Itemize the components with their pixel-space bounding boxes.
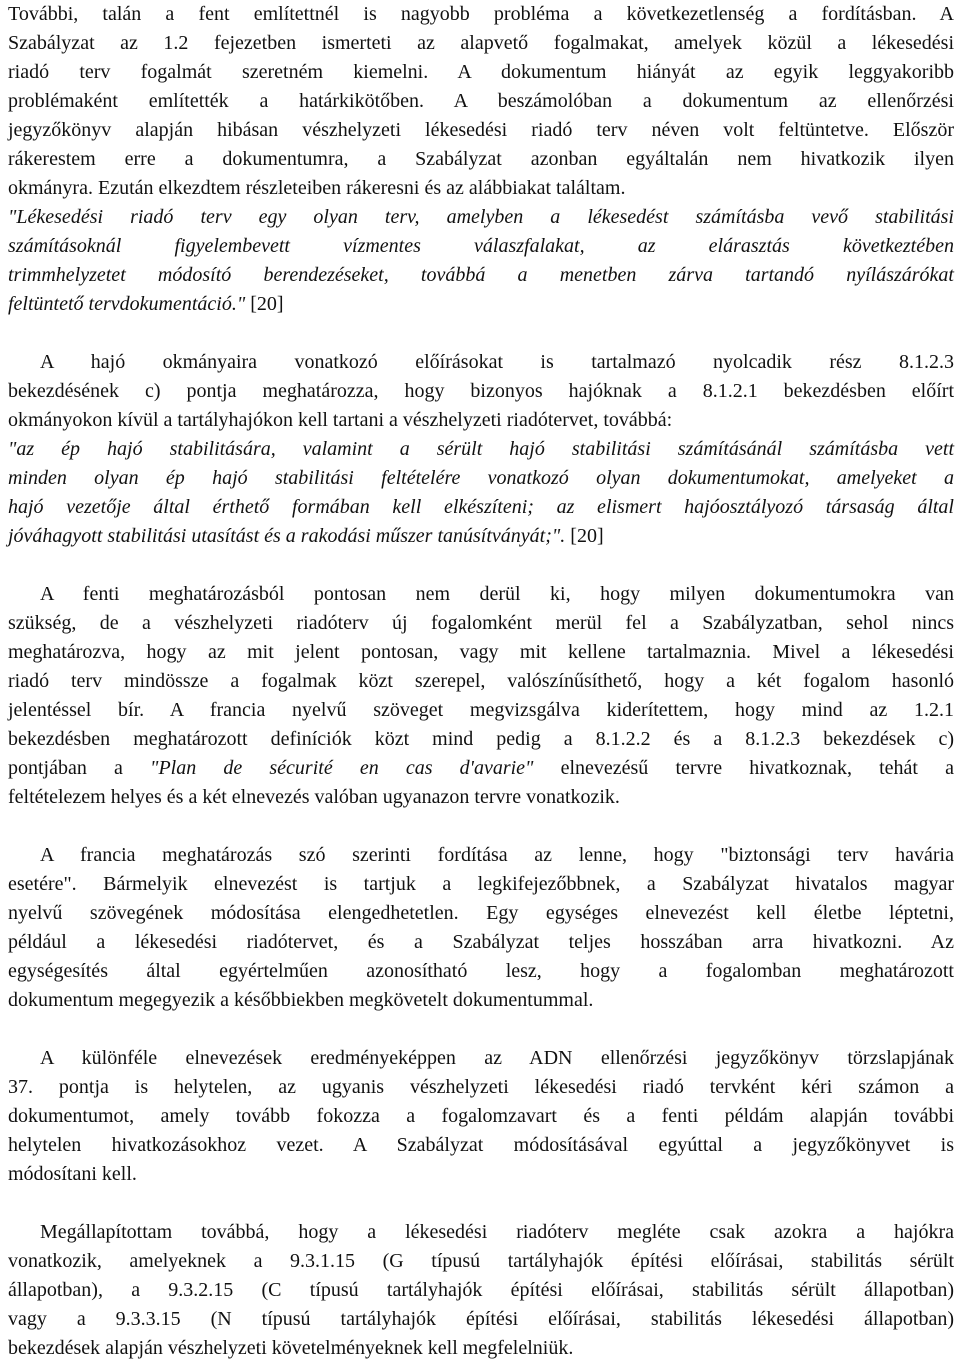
line-text: A hajó okmányaira vonatkozó előírásokat is tartalmazó nyolcadik rész 8.1.2.3	[40, 351, 954, 373]
paragraph-gap	[8, 1189, 954, 1218]
paragraph-5	[8, 1044, 954, 1189]
text-line	[8, 580, 954, 609]
text-line: nyelvű szövegének módosítása elengedhetetlen. Egy egységes elnevezést kell életbe léptetni,	[8, 902, 954, 924]
text-line: problémaként említették a határkikötőben. A beszámolóban a dokumentum az ellenőrzési	[8, 90, 954, 112]
text-line: bekezdések alapján vészhelyzeti követelményeknek kell megfelelniük.	[8, 1337, 574, 1359]
text-line: vagy a 9.3.3.15 (N típusú tartályhajók építési előírásai, stabilitás lékesedési állapotban)	[8, 1308, 954, 1330]
paragraph-6	[8, 1218, 954, 1363]
line-text: A különféle elnevezések eredményeképpen az ADN ellenőrzési jegyzőkönyv törzslapjának	[40, 1047, 954, 1069]
paragraph-gap	[8, 551, 954, 580]
paragraph-3	[8, 580, 954, 812]
text-line	[8, 841, 954, 870]
text-line: például a lékesedési riadótervet, és a Szabályzat teljes hosszában arra hivatkozni. Az	[8, 931, 954, 953]
line-text: elnevezésű tervre hivatkoznak, tehát a	[533, 757, 955, 779]
quote-line: "Lékesedési riadó terv egy olyan terv, amelyben a lékesedést számításba vevő stabilitási	[8, 206, 954, 228]
text-line: jegyzőkönyv alapján hibásan vészhelyzeti lékesedési riadó terv néven volt feltüntetve. Először	[8, 119, 954, 141]
text-line: bekezdésben meghatározott definíciók közt mind pedig a 8.1.2.2 és a 8.1.2.3 bekezdések c)	[8, 728, 954, 750]
text-line: 37. pontja is helytelen, az ugyanis vészhelyzeti lékesedési riadó tervként kéri számon a	[8, 1076, 954, 1098]
text-line: módosítani kell.	[8, 1163, 137, 1185]
quote-line: trimmhelyzetet módosító berendezéseket, továbbá a menetben zárva tartandó nyílászárókat	[8, 264, 954, 286]
quote-line: számításoknál figyelembevett vízmentes válaszfalakat, az elárasztás következtében	[8, 235, 954, 257]
text-line: állapotban), a 9.3.2.15 (C típusú tartályhajók építési előírásai, stabilitás sérült állapotban)	[8, 1279, 954, 1301]
quote-line-end	[8, 290, 954, 319]
line-text: pontjában a	[8, 757, 151, 779]
paragraph-4	[8, 841, 954, 1015]
text-line: riadó terv mindössze a fogalmak közt szerepel, valószínűsíthető, hogy a két fogalom hasonló	[8, 670, 954, 692]
text-line	[8, 1218, 954, 1247]
quote-line: minden olyan ép hajó stabilitási feltételére vonatkozó olyan dokumentumokat, amelyeket a	[8, 467, 954, 489]
quote-line: hajó vezetője által érthető formában kell elkészíteni; az elismert hajóosztályozó társaság által	[8, 496, 954, 518]
text-line: okmányokon kívül a tartályhajókon kell tartani a vészhelyzeti riadótervet, továbbá:	[8, 409, 673, 431]
paragraph-2	[8, 348, 954, 551]
paragraph-1	[8, 0, 954, 319]
text-line	[8, 348, 954, 377]
text-line: meghatározva, hogy az mit jelent pontosan, vagy mit kellene tartalmaznia. Mivel a lékesedési	[8, 641, 954, 663]
paragraph-gap	[8, 319, 954, 348]
text-line: esetére". Bármelyik elnevezést is tartjuk a legkifejezőbbnek, a Szabályzat hivatalos magyar	[8, 873, 954, 895]
text-line: szükség, de a vészhelyzeti riadóterv új fogalomként merül fel a Szabályzatban, sehol nincs	[8, 612, 954, 634]
text-line: feltételezem helyes és a két elnevezés valóban ugyanazon tervre vonatkozik.	[8, 786, 620, 808]
text-line: Szabályzat az 1.2 fejezetben ismerteti az alapvető fogalmakat, amelyek közül a lékesedési	[8, 32, 954, 54]
quote-line: "az ép hajó stabilitására, valamint a sérült hajó stabilitási számításánál számításba vett	[8, 438, 954, 460]
citation-ref: [20]	[565, 525, 604, 547]
text-line: riadó terv fogalmát szeretném kiemelni. A dokumentum hiányát az egyik leggyakoribb	[8, 61, 954, 83]
quote-text: jóváhagyott stabilitási utasítást és a rakodási műszer tanúsítványát;".	[8, 525, 566, 547]
line-text: A francia meghatározás szó szerinti fordítása az lenne, hogy "biztonsági terv havária	[40, 844, 954, 866]
text-line: vonatkozik, amelyeknek a 9.3.1.15 (G típusú tartályhajók építési előírásai, stabilitás sérült	[8, 1250, 954, 1272]
text-line: okmányra. Ezután elkezdtem részleteiben rákeresni és az alábbiakat találtam.	[8, 177, 626, 199]
text-line: További, talán a fent említettnél is nagyobb probléma a következetlenség a fordításban. A	[8, 3, 954, 25]
quote-text: feltüntető tervdokumentáció."	[8, 293, 246, 315]
text-line: helytelen hivatkozásokhoz vezet. A Szabályzat módosításával egyúttal a jegyzőkönyvet is	[8, 1134, 954, 1156]
text-line: dokumentumot, amely tovább fokozza a fogalomzavart és a fenti példám alapján további	[8, 1105, 954, 1127]
text-line: bekezdésének c) pontja meghatározza, hogy bizonyos hajóknak a 8.1.2.1 bekezdésben előírt	[8, 380, 954, 402]
french-term: "Plan de sécurité en cas d'avarie"	[150, 757, 534, 779]
line-text: Megállapítottam továbbá, hogy a lékesedési riadóterv megléte csak azokra a hajókra	[40, 1221, 954, 1243]
text-line	[8, 754, 954, 783]
text-line: rákerestem erre a dokumentumra, a Szabályzat azonban egyáltalán nem hivatkozik ilyen	[8, 148, 954, 170]
text-line: egységesítés által egyértelműen azonosítható lesz, hogy a fogalomban meghatározott	[8, 960, 954, 982]
quote-line-end	[8, 522, 954, 551]
text-line: jelentéssel bír. A francia nyelvű szöveget megvizsgálva kiderítettem, hogy mind az 1.2.1	[8, 699, 954, 721]
citation-ref: [20]	[245, 293, 284, 315]
paragraph-gap	[8, 1015, 954, 1044]
text-line: dokumentum megegyezik a későbbiekben megkövetelt dokumentummal.	[8, 989, 594, 1011]
text-line	[8, 1044, 954, 1073]
paragraph-gap	[8, 812, 954, 841]
line-text: A fenti meghatározásból pontosan nem derül ki, hogy milyen dokumentumokra van	[40, 583, 954, 605]
